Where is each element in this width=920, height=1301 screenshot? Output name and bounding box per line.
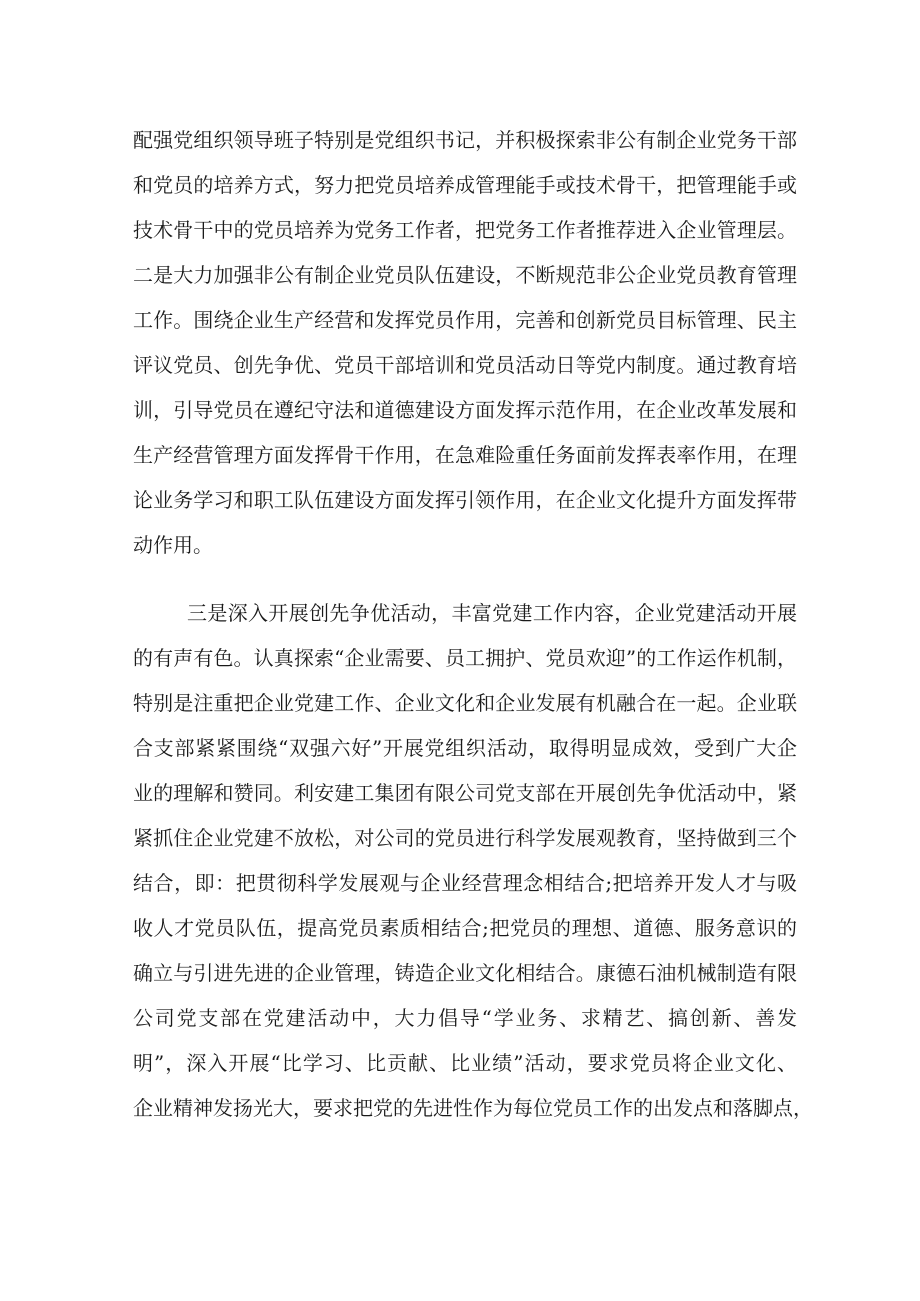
paragraph-line: 配强党组织领导班子特别是党组织书记，并积极探索非公有制企业党务干部 (133, 128, 797, 152)
paragraph-spacer (133, 568, 797, 591)
paragraph-line: 明”，深入开展“比学习、比贡献、比业绩”活动，要求党员将企业文化、 (133, 1051, 797, 1075)
paragraph-line: 和党员的培养方式，努力把党员培养成管理能手或技术骨干，把管理能手或 (133, 173, 797, 197)
paragraph-line: 收人才党员队伍，提高党员素质相结合;把党员的理想、道德、服务意识的 (133, 916, 797, 940)
paragraph-line: 评议党员、创先争优、党员干部培训和党员活动日等党内制度。通过教育培 (133, 353, 797, 377)
document-body (133, 118, 813, 1131)
paragraph-line: 二是大力加强非公有制企业党员队伍建设，不断规范非公企业党员教育管理 (133, 263, 797, 287)
paragraph-line: 合支部紧紧围绕“双强六好”开展党组织活动，取得明显成效，受到广大企 (133, 736, 797, 760)
paragraph-line: 特别是注重把企业党建工作、企业文化和企业发展有机融合在一起。企业联 (133, 691, 797, 715)
paragraph-line: 紧抓住企业党建不放松，对公司的党员进行科学发展观教育，坚持做到三个 (133, 826, 797, 850)
paragraph-2 (133, 591, 813, 1131)
paragraph-line: 训，引导党员在遵纪守法和道德建设方面发挥示范作用，在企业改革发展和 (133, 398, 797, 422)
paragraph-1 (133, 118, 797, 568)
paragraph-line: 结合，即：把贯彻科学发展观与企业经营理念相结合;把培养开发人才与吸 (133, 871, 797, 895)
paragraph-line: 业的理解和赞同。利安建工集团有限公司党支部在开展创先争优活动中，紧 (133, 781, 797, 805)
paragraph-line: 动作用。 (133, 533, 213, 557)
paragraph-line: 工作。围绕企业生产经营和发挥党员作用，完善和创新党员目标管理、民主 (133, 308, 797, 332)
paragraph-line: 论业务学习和职工队伍建设方面发挥引领作用，在企业文化提升方面发挥带 (133, 488, 797, 512)
paragraph-line: 三是深入开展创先争优活动，丰富党建工作内容，企业党建活动开展 (187, 601, 797, 625)
paragraph-line: 的有声有色。认真探索“企业需要、员工拥护、党员欢迎”的工作运作机制， (133, 646, 797, 670)
paragraph-line: 确立与引进先进的企业管理，铸造企业文化相结合。康德石油机械制造有限 (133, 961, 797, 985)
paragraph-line: 公司党支部在党建活动中，大力倡导“学业务、求精艺、搞创新、善发 (133, 1006, 797, 1030)
paragraph-line: 生产经营管理方面发挥骨干作用，在急难险重任务面前发挥表率作用，在理 (133, 443, 797, 467)
paragraph-line: 企业精神发扬光大，要求把党的先进性作为每位党员工作的出发点和落脚点， (133, 1096, 813, 1120)
paragraph-line: 技术骨干中的党员培养为党务工作者，把党务工作者推荐进入企业管理层。 (133, 218, 797, 242)
